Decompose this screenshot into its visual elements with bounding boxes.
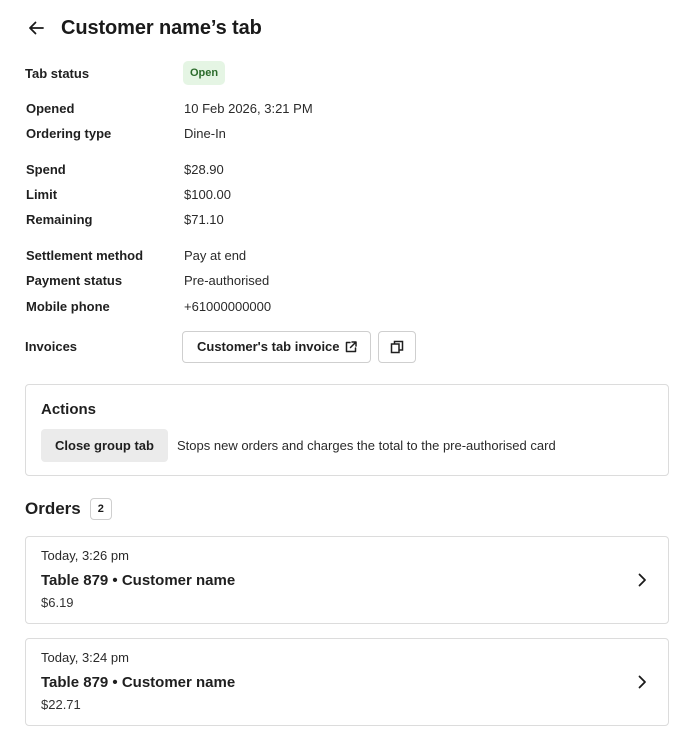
invoice-button-label: Customer's tab invoice (197, 339, 340, 354)
order-title: Table 879 • Customer name (41, 674, 236, 691)
limit-row (26, 186, 231, 202)
opened-value: 10 Feb 2026, 3:21 PM (184, 100, 313, 116)
ordering-type-value: Dine-In (184, 125, 226, 141)
close-group-tab-description: Stops new orders and charges the total to the pre-authorised card (177, 438, 556, 453)
chevron-right-icon (634, 674, 650, 690)
arrow-left-icon (27, 19, 45, 37)
ordering-type-label: Ordering type (26, 125, 112, 141)
actions-card (25, 384, 669, 476)
spend-value: $28.90 (184, 161, 224, 177)
spend-label: Spend (26, 161, 66, 177)
limit-label: Limit (26, 186, 58, 202)
remaining-value: $71.10 (184, 211, 224, 227)
spend-row (26, 161, 224, 177)
order-time: Today, 3:24 pm (41, 650, 129, 665)
order-amount: $22.71 (41, 697, 81, 712)
mobile-phone-row (26, 298, 271, 314)
chevron-right-icon (634, 572, 650, 588)
payment-status-value: Pre-authorised (184, 272, 270, 288)
tab-status-row (25, 60, 225, 86)
status-badge: Open (183, 61, 225, 85)
order-amount: $6.19 (41, 595, 74, 610)
order-card[interactable] (25, 638, 669, 726)
opened-label: Opened (26, 100, 75, 116)
order-time: Today, 3:26 pm (41, 548, 129, 563)
tab-status-label: Tab status (25, 65, 90, 81)
close-group-tab-button[interactable]: Close group tab (41, 429, 168, 462)
orders-title: Orders (25, 499, 81, 518)
invoices-label: Invoices (25, 339, 78, 354)
page-title: Customer name’s tab (61, 16, 262, 39)
invoices-row (25, 330, 416, 363)
orders-header (25, 498, 112, 520)
remaining-label: Remaining (26, 211, 93, 227)
settlement-method-row (26, 247, 246, 263)
payment-status-row (26, 272, 269, 288)
orders-count-badge: 2 (90, 498, 112, 520)
payment-status-label: Payment status (26, 272, 123, 288)
limit-value: $100.00 (184, 186, 231, 202)
order-card[interactable] (25, 536, 669, 624)
mobile-phone-value: +61000000000 (184, 298, 272, 314)
invoice-link-button[interactable] (182, 331, 371, 363)
copy-icon (390, 340, 404, 354)
copy-button[interactable] (378, 331, 416, 363)
page-header (24, 14, 262, 42)
mobile-phone-label: Mobile phone (26, 298, 110, 314)
remaining-row (26, 211, 224, 227)
actions-title: Actions (41, 401, 97, 418)
back-button[interactable] (24, 16, 48, 40)
settlement-method-label: Settlement method (26, 247, 144, 263)
external-link-icon (344, 340, 358, 354)
settlement-method-value: Pay at end (184, 247, 247, 263)
ordering-type-row (26, 125, 226, 141)
order-title: Table 879 • Customer name (41, 572, 236, 589)
opened-row (26, 100, 313, 116)
